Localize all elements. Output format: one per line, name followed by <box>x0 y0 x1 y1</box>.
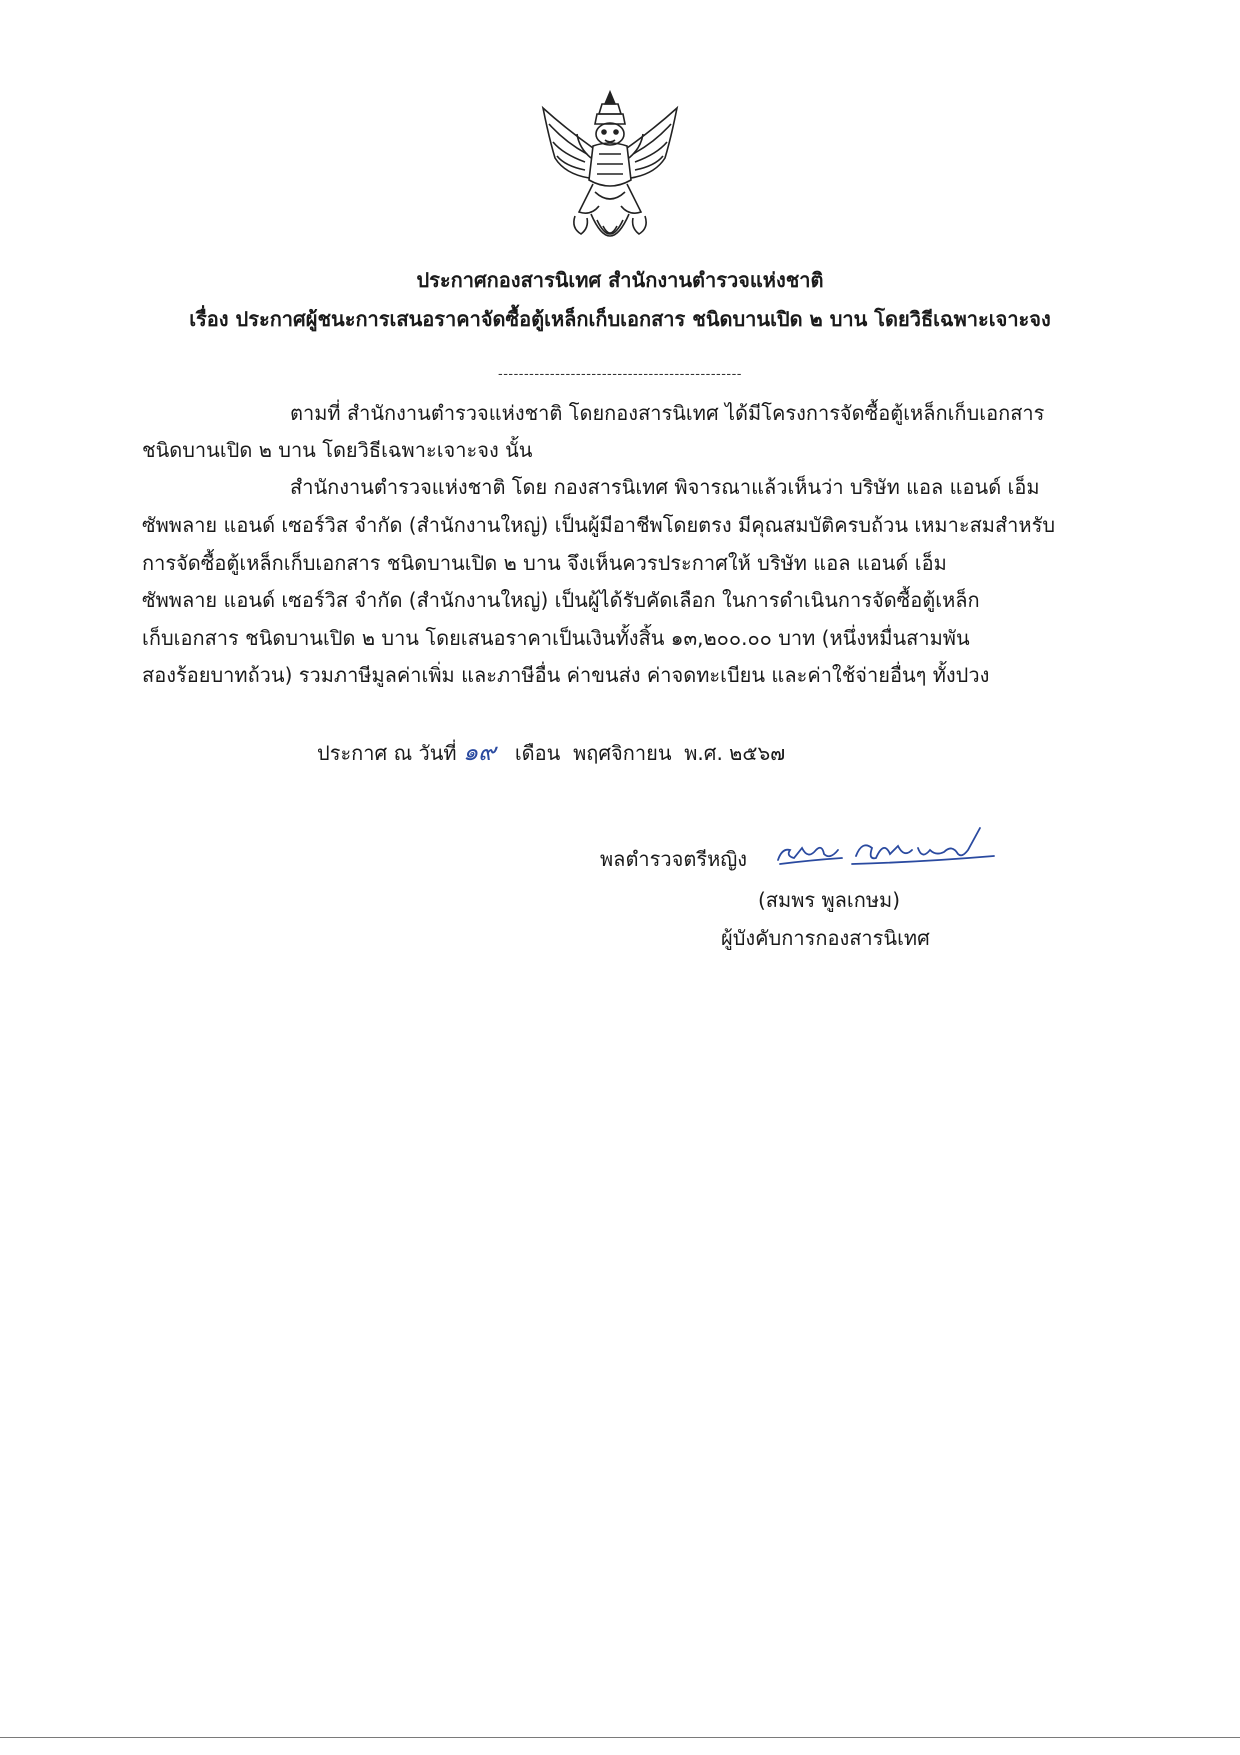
paragraph-2-line-1: สำนักงานตำรวจแห่งชาติ โดย กองสารนิเทศ พิจารณาแล้วเห็นว่า บริษัท แอล แอนด์ เอ็ม <box>290 475 1040 499</box>
paragraph-2-line-5: เก็บเอกสาร ชนิดบานเปิด ๒ บาน โดยเสนอราคาเป็นเงินทั้งสิ้น ๑๓,๒๐๐.๐๐ บาท (หนึ่งหมื่นสามพัน <box>142 626 970 650</box>
paragraph-2-line-2: ซัพพลาย แอนด์ เซอร์วิส จำกัด (สำนักงานใหญ่) เป็นผู้มีอาชีพโดยตรง มีคุณสมบัติครบถ้วน เหมาะสมสำหรับ <box>142 513 1056 537</box>
paragraph-1-line-1: ตามที่ สำนักงานตำรวจแห่งชาติ โดยกองสารนิเทศ ได้มีโครงการจัดซื้อตู้เหล็กเก็บเอกสาร <box>290 401 1045 425</box>
garuda-emblem-icon <box>535 88 685 258</box>
signatory-name: (สมพร พูลเกษม) <box>758 888 901 912</box>
date-day-handwritten: ๑๙ <box>462 738 496 766</box>
paragraph-2-line-3: การจัดซื้อตู้เหล็กเก็บเอกสาร ชนิดบานเปิด ๒ บาน จึงเห็นควรประกาศให้ บริษัท แอล แอนด์ เอ็ม <box>142 551 947 575</box>
signatory-position: ผู้บังคับการกองสารนิเทศ <box>721 926 930 950</box>
date-line <box>317 737 785 768</box>
divider-line: ----------------------------------------------- <box>498 367 742 382</box>
date-month: พฤศจิกายน <box>573 741 672 765</box>
signatory-rank: พลตำรวจตรีหญิง <box>600 847 748 871</box>
date-year: พ.ศ. ๒๕๖๗ <box>684 741 786 765</box>
date-month-label: เดือน <box>514 741 561 765</box>
paragraph-2-line-6: สองร้อยบาทถ้วน) รวมภาษีมูลค่าเพิ่ม และภาษีอื่น ค่าขนส่ง ค่าจดทะเบียน และค่าใช้จ่ายอื่นๆ ทั้งปวง <box>142 663 990 687</box>
date-prefix: ประกาศ ณ วันที่ <box>317 741 457 765</box>
scan-edge-line <box>0 1737 1240 1738</box>
announcement-title: ประกาศกองสารนิเทศ สำนักงานตำรวจแห่งชาติ <box>416 268 824 292</box>
announcement-subject: เรื่อง ประกาศผู้ชนะการเสนอราคาจัดซื้อตู้เหล็กเก็บเอกสาร ชนิดบานเปิด ๒ บาน โดยวิธีเฉพาะเจาะจง <box>189 307 1051 331</box>
handwritten-signature-icon <box>772 820 1002 880</box>
paragraph-1-line-2: ชนิดบานเปิด ๒ บาน โดยวิธีเฉพาะเจาะจง นั้น <box>142 438 533 462</box>
paragraph-2-line-4: ซัพพลาย แอนด์ เซอร์วิส จำกัด (สำนักงานใหญ่) เป็นผู้ได้รับคัดเลือก ในการดำเนินการจัดซื้อตู้เหล็ก <box>142 588 980 612</box>
